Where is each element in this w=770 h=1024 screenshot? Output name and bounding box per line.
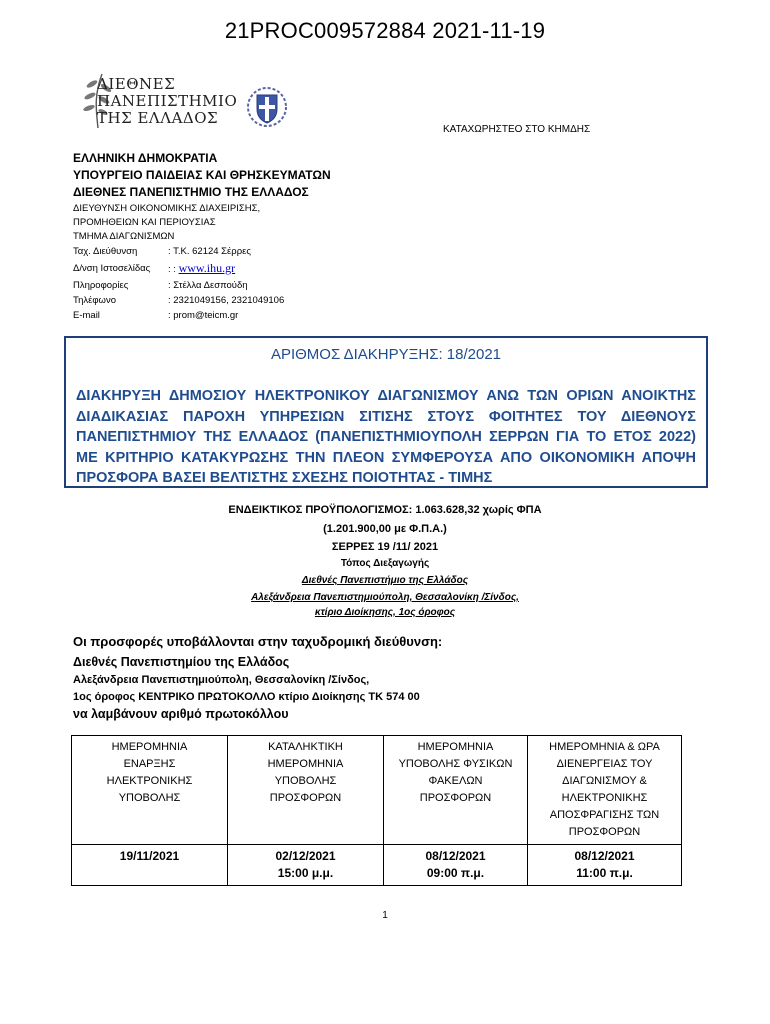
contact-label: Τηλέφωνο bbox=[73, 295, 116, 306]
venue-line: κτίριο Διοίκησης, 1ος όροφος bbox=[314, 607, 456, 618]
contact-value: : 2321049156, 2321049106 bbox=[168, 295, 285, 306]
header-ministry: ΥΠΟΥΡΓΕΙΟ ΠΑΙΔΕΙΑΣ ΚΑΙ ΘΡΗΣΚΕΥΜΑΤΩΝ bbox=[73, 168, 331, 182]
header-text: ΗΛΕΚΤΡΟΝΙΚΗΣ bbox=[106, 775, 193, 787]
contact-value-prefix: : : bbox=[168, 264, 176, 275]
header-text: ΠΡΟΣΦΟΡΩΝ bbox=[269, 792, 342, 804]
bids-intro: Οι προσφορές υποβάλλονται στην ταχυδρομική διεύθυνση: bbox=[73, 634, 443, 649]
greek-emblem-icon bbox=[246, 85, 288, 129]
contact-value: : prom@teicm.gr bbox=[168, 310, 239, 321]
header-text: ΕΝΑΡΞΗΣ bbox=[123, 758, 176, 770]
header-text: ΥΠΟΒΟΛΗΣ bbox=[118, 792, 181, 804]
budget-vat: (1.201.900,00 με Φ.Π.Α.) bbox=[323, 523, 447, 535]
header-republic: ΕΛΛΗΝΙΚΗ ΔΗΜΟΚΡΑΤΙΑ bbox=[73, 151, 218, 165]
header-university: ΔΙΕΘΝΕΣ ΠΑΝΕΠΙΣΤΗΜΙΟ ΤΗΣ ΕΛΛΑΔΟΣ bbox=[73, 185, 309, 199]
website-link[interactable]: www.ihu.gr bbox=[178, 261, 236, 275]
table-header-row bbox=[72, 736, 682, 845]
cell-time: 09:00 π.μ. bbox=[426, 866, 485, 880]
cell-date: 02/12/2021 bbox=[275, 849, 336, 863]
venue-line: Αλεξάνδρεια Πανεπιστημιούπολη, Θεσσαλονίκη /Σίνδος, bbox=[251, 592, 519, 603]
header-text: ΗΜΕΡΟΜΗΝΙΑ & ΩΡΑ bbox=[549, 741, 660, 753]
table-header-cell bbox=[528, 736, 682, 845]
table-cell bbox=[228, 845, 384, 886]
logo-line: ΔΙΕΘΝΕΣ bbox=[97, 75, 176, 93]
contact-label: E-mail bbox=[73, 310, 100, 321]
bids-address: Διεθνές Πανεπιστημίου της Ελλάδος bbox=[73, 655, 290, 669]
bids-protocol: να λαμβάνουν αριθμό πρωτοκόλλου bbox=[73, 707, 289, 721]
contact-label: Πληροφορίες bbox=[73, 280, 129, 291]
header-text: ΔΙΕΝΕΡΓΕΙΑΣ ΤΟΥ bbox=[556, 758, 653, 770]
header-department: ΔΙΕΥΘΥΝΣΗ ΟΙΚΟΝΟΜΙΚΗΣ ΔΙΑΧΕΙΡΙΣΗΣ, bbox=[73, 203, 261, 214]
cell-date: 19/11/2021 bbox=[119, 849, 180, 863]
header-text: ΚΑΤΑΛΗΚΤΙΚΗ bbox=[268, 741, 343, 753]
logo-line: ΠΑΝΕΠΙΣΤΗΜΙΟ bbox=[97, 92, 238, 110]
contact-value: : Στέλλα Δεσπούδη bbox=[168, 280, 248, 291]
table-cell bbox=[528, 845, 682, 886]
cell-time: 15:00 μ.μ. bbox=[277, 866, 334, 880]
table-header-cell bbox=[384, 736, 528, 845]
venue-label: Τόπος Διεξαγωγής bbox=[340, 558, 430, 569]
header-text: ΠΡΟΣΦΟΡΩΝ bbox=[568, 826, 641, 838]
header-text: ΗΜΕΡΟΜΗΝΙΑ bbox=[417, 741, 494, 753]
cell-time: 11:00 π.μ. bbox=[576, 866, 633, 880]
table-header-cell bbox=[228, 736, 384, 845]
cell-date: 08/12/2021 bbox=[574, 849, 635, 863]
table-row bbox=[72, 845, 682, 886]
table-cell bbox=[72, 845, 228, 886]
header-text: ΗΜΕΡΟΜΗΝΙΑ bbox=[267, 758, 344, 770]
notice-number: ΑΡΙΘΜΟΣ ΔΙΑΚΗΡΥΞΗΣ: 18/2021 bbox=[270, 346, 502, 363]
document-id: 21PROC009572884 2021-11-19 bbox=[224, 18, 546, 43]
header-section: ΤΜΗΜΑ ΔΙΑΓΩΝΙΣΜΩΝ bbox=[73, 231, 175, 242]
table-header-cell bbox=[72, 736, 228, 845]
header-text: ΥΠΟΒΟΛΗΣ bbox=[274, 775, 337, 787]
header-text: ΥΠΟΒΟΛΗΣ ΦΥΣΙΚΩΝ bbox=[398, 758, 513, 770]
notice-title: ΔΙΑΚΗΡΥΞΗ ΔΗΜΟΣΙΟΥ ΗΛΕΚΤΡΟΝΙΚΟΥ ΔΙΑΓΩΝΙΣΜΟΥ ΑΝΩ ΤΩΝ ΟΡΙΩΝ ΑΝΟΙΚΤΗΣ ΔΙΑΔΙΚΑΣΙΑΣ ΠΑΡΟΧΗ ΥΠΗΡΕΣΙΩΝ ΣΙΤΙΣΗΣ ΣΤΟΥΣ ΦΟΙΤΗΤΕΣ ΤΟΥ ΔΙΕΘΝΟΥΣ ΠΑΝΕΠΙΣΤΗΜΙΟΥ ΤΗΣ ΕΛΛΑΔΟΣ (ΠΑΝΕΠΙΣΤΗΜΙΟΥΠΟΛΗ ΣΕΡΡΩΝ ΓΙΑ ΤΟ ΕΤΟΣ 2022) ΜΕ ΚΡΙΤΗΡΙΟ ΚΑΤΑΚΥΡΩΣΗΣ ΤΗΝ ΠΛΕΟΝ ΣΥΜΦΕΡΟΥΣΑ ΑΠΟ ΟΙΚΟΝΟΜΙΚΗ ΑΠΟΨΗ ΠΡΟΣΦΟΡΑ ΒΑΣΕΙ ΒΕΛΤΙΣΤΗΣ ΣΧΕΣΗΣ ΠΟΙΟΤΗΤΑΣ - ΤΙΜΗΣ bbox=[76, 388, 696, 486]
header-text: ΑΠΟΣΦΡΑΓΙΣΗΣ ΤΩΝ bbox=[549, 809, 660, 821]
header-department-2: ΠΡΟΜΗΘΕΙΩΝ ΚΑΙ ΠΕΡΙΟΥΣΙΑΣ bbox=[73, 217, 216, 228]
cell-date: 08/12/2021 bbox=[425, 849, 486, 863]
budget: ΕΝΔΕΙΚΤΙΚΟΣ ΠΡΟΫΠΟΛΟΓΙΣΜΟΣ: 1.063.628,32 χωρίς ΦΠΑ bbox=[228, 504, 542, 516]
page-number: 1 bbox=[382, 910, 388, 921]
contact-label: Δ/νση Ιστοσελίδας bbox=[73, 263, 151, 274]
dates-table bbox=[71, 735, 682, 886]
university-logo-text bbox=[97, 76, 237, 127]
venue-line: Διεθνές Πανεπιστήμιο της Ελλάδος bbox=[301, 575, 469, 586]
bids-address: Αλεξάνδρεια Πανεπιστημιούπολη, Θεσσαλονίκη /Σίνδος, bbox=[73, 674, 370, 686]
date-place: ΣΕΡΡΕΣ 19 /11/ 2021 bbox=[331, 541, 439, 553]
header-text: ΠΡΟΣΦΟΡΩΝ bbox=[419, 792, 492, 804]
header-text: ΦΑΚΕΛΩΝ bbox=[428, 775, 483, 787]
table-cell bbox=[384, 845, 528, 886]
header-text: ΗΜΕΡΟΜΗΝΙΑ bbox=[111, 741, 188, 753]
header-text: ΔΙΑΓΩΝΙΣΜΟΥ & bbox=[562, 775, 647, 787]
posted-label: ΚΑΤΑΧΩΡΗΣΤΕΟ ΣΤΟ ΚΗΜΔΗΣ bbox=[443, 124, 591, 135]
header-text: ΗΛΕΚΤΡΟΝΙΚΗΣ bbox=[561, 792, 648, 804]
logo-line: ΤΗΣ ΕΛΛΑΔΟΣ bbox=[97, 109, 219, 127]
contact-value: : Τ.Κ. 62124 Σέρρες bbox=[168, 246, 251, 257]
bids-address: 1ος όροφος ΚΕΝΤΡΙΚΟ ΠΡΩΤΟΚΟΛΛΟ κτίριο Διοίκησης ΤΚ 574 00 bbox=[73, 691, 420, 703]
notice-box bbox=[64, 336, 708, 488]
contact-value bbox=[168, 261, 235, 276]
contact-label: Ταχ. Διεύθυνση bbox=[73, 246, 138, 257]
